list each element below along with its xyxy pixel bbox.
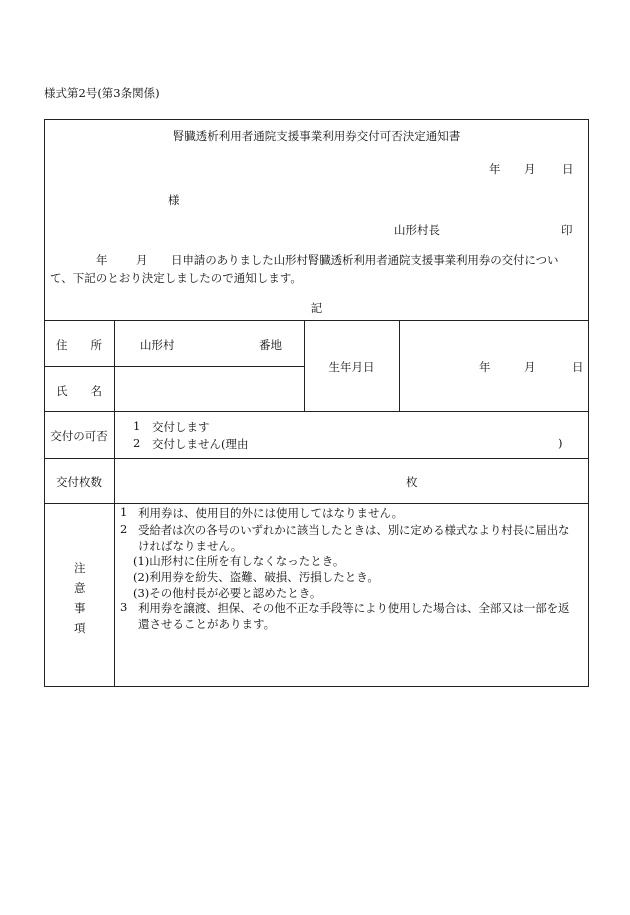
birth-month: 月 xyxy=(524,360,536,374)
note-text-continued: ければなりません。 xyxy=(138,539,243,553)
row-divider xyxy=(44,503,589,504)
notes-label-char: 項 xyxy=(74,621,86,635)
address-label: 住 所 xyxy=(56,338,102,352)
addressee-honorific: 様 xyxy=(168,193,180,207)
notes-label-char: 事 xyxy=(74,601,86,615)
note-text-continued: 還させることがあります。 xyxy=(138,617,276,631)
address-village: 山形村 xyxy=(140,338,175,352)
name-label: 氏 名 xyxy=(56,384,102,398)
birth-year: 年 xyxy=(479,360,491,374)
form-label: 様式第2号(第3条関係) xyxy=(44,86,160,100)
row-divider xyxy=(44,411,589,412)
body-line2: て、下記のとおり決定しましたので通知します。 xyxy=(50,271,302,285)
decision-label: 交付の可否 xyxy=(50,429,108,443)
issuer-name: 山形村長 xyxy=(394,223,440,237)
table-top-rule xyxy=(44,320,589,321)
body-month: 月 xyxy=(136,253,148,267)
decision-option-1: 交付します xyxy=(152,420,210,434)
column-rule xyxy=(399,320,400,411)
date-year: 年 xyxy=(489,162,501,176)
decision-option-2-number: 2 xyxy=(133,436,141,450)
notes-label-char: 注 xyxy=(74,561,86,575)
note-subitem: (3)その他村長が必要と認めたとき。 xyxy=(133,586,322,600)
row-divider xyxy=(44,366,304,367)
row-divider xyxy=(44,458,589,459)
label-column-rule xyxy=(114,320,115,687)
decision-option-1-number: 1 xyxy=(133,419,141,433)
seal-mark: 印 xyxy=(561,223,573,237)
date-day: 日 xyxy=(562,162,574,176)
note-number: 1 xyxy=(120,505,128,519)
note-number: 3 xyxy=(120,600,128,614)
count-label: 交付枚数 xyxy=(56,475,102,489)
note-text: 利用券は、使用目的外には使用してはなりません。 xyxy=(138,506,404,520)
address-banchi: 番地 xyxy=(259,338,282,352)
note-subitem: (1)山形村に住所を有しなくなったとき。 xyxy=(133,554,345,568)
note-text: 利用券を譲渡、担保、その他不正な手段等により使用した場合は、全部又は一部を返 xyxy=(138,601,570,615)
count-unit: 枚 xyxy=(406,475,418,489)
note-number: 2 xyxy=(120,522,128,536)
body-line1: 日申請のありました山形村腎臓透析利用者通院支援事業利用券の交付につい xyxy=(171,253,559,267)
note-text: 受給者は次の各号のいずれかに該当したときは、別に定める様式なより村長に届出な xyxy=(138,523,570,537)
notes-label-char: 意 xyxy=(74,581,86,595)
ki-heading: 記 xyxy=(310,301,323,315)
document-title: 腎臓透析利用者通院支援事業利用券交付可否決定通知書 xyxy=(172,129,461,143)
decision-option-2: 交付しません(理由 xyxy=(152,437,249,451)
decision-close-paren: ) xyxy=(558,436,563,450)
birth-label: 生年月日 xyxy=(328,360,375,374)
birth-day: 日 xyxy=(572,360,584,374)
body-year: 年 xyxy=(96,253,108,267)
note-subitem: (2)利用券を紛失、盗難、破損、汚損したとき。 xyxy=(133,570,379,584)
date-month: 月 xyxy=(524,162,536,176)
